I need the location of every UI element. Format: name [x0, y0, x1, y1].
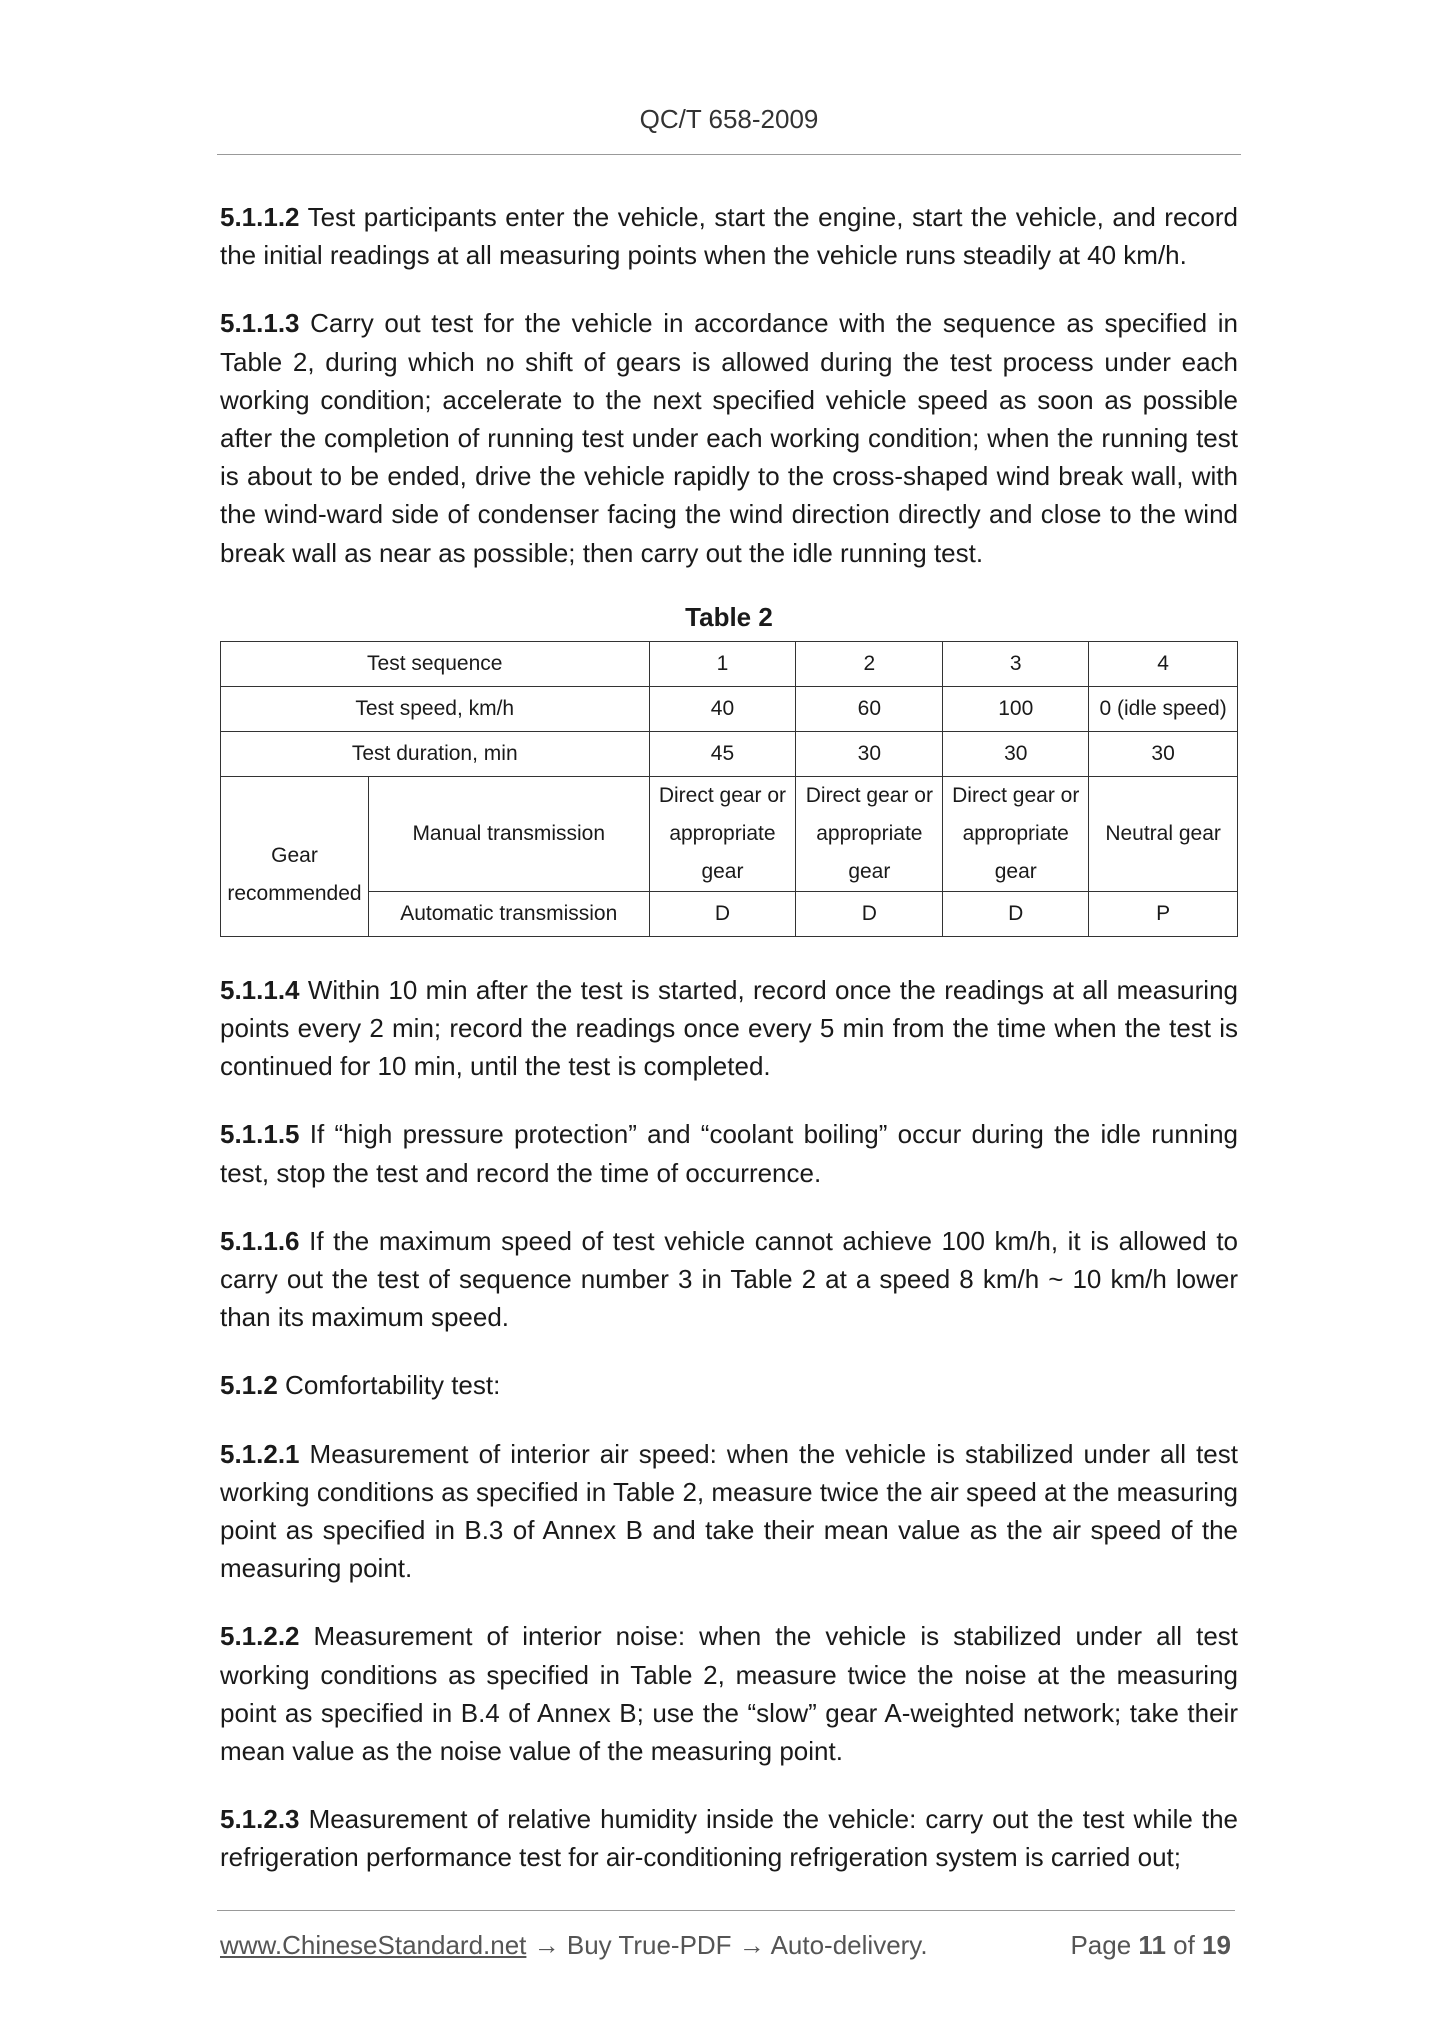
clause-5-1-1-4	[220, 971, 1238, 1086]
table-cell: 45	[649, 731, 796, 776]
clause-5-1-1-5	[220, 1115, 1238, 1191]
header-divider	[217, 154, 1241, 155]
cell-line: Direct gear or	[658, 783, 787, 807]
table-cell: D	[649, 891, 796, 936]
clause-text: Measurement of relative humidity inside the vehicle: carry out the test while the refrigeration performance test for air-conditioning refrigeration system is carried out;	[220, 1804, 1238, 1873]
row-header-test-duration: Test duration, min	[221, 731, 650, 776]
table-cell: D	[796, 891, 943, 936]
table-cell: 2	[796, 641, 943, 686]
site-link[interactable]: www.ChineseStandard.net	[220, 1930, 527, 1960]
gear-label-line1: Gear	[271, 844, 318, 868]
clause-text: Measurement of interior air speed: when the vehicle is stabilized under all test working conditions as specified in Table 2, measure twice the air speed at the measuring point as specified in B.3 of Annex B and take their mean value as the air speed of the measuring point.	[220, 1438, 1238, 1584]
total-pages-number: 19	[1202, 1930, 1231, 1960]
footer-tagline: → Buy True-PDF → Auto-delivery.	[526, 1930, 928, 1960]
cell-line: gear	[994, 859, 1037, 883]
footer-divider	[217, 1910, 1235, 1911]
cell-line: appropriate	[962, 821, 1069, 845]
table-cell: 40	[649, 686, 796, 731]
cell-line: appropriate	[669, 821, 776, 845]
table-cell: 3	[943, 641, 1089, 686]
page-of-word: of	[1173, 1930, 1195, 1960]
clause-5-1-2-1	[220, 1435, 1238, 1588]
table-cell	[649, 776, 796, 891]
clause-text: If the maximum speed of test vehicle cannot achieve 100 km/h, it is allowed to carry out the test of sequence number 3 in Table 2 at a speed 8 km/h ~ 10 km/h lower than its maximum speed.	[220, 1225, 1238, 1333]
clause-number: 5.1.2.1	[220, 1438, 300, 1469]
gear-label-line2: recommended	[227, 882, 362, 906]
table-caption: Table 2	[685, 601, 773, 632]
clause-number: 5.1.1.5	[220, 1119, 300, 1150]
test-sequence-table	[220, 641, 1238, 937]
clause-text: Test participants enter the vehicle, start the engine, start the vehicle, and record the initial readings at all measuring points when the vehicle runs steadily at 40 km/h.	[220, 202, 1238, 271]
row-header-test-speed: Test speed, km/h	[221, 686, 650, 731]
cell-line: Direct gear or	[952, 783, 1080, 807]
clause-5-1-1-3	[220, 304, 1238, 571]
clause-text: Carry out test for the vehicle in accordance with the sequence as specified in Table 2, during which no shift of gears is allowed during the test process under each working condition; accelerate to the next specified vehicle speed as soon as possible after the completion of running test under each working condition; when the running test is about to be ended, drive the vehicle rapidly to the cross-shaped wind break wall, with the wind-ward side of condenser facing the wind direction directly and close to the wind break wall as near as possible; then carry out the idle running test.	[220, 308, 1238, 568]
clause-number: 5.1.2.2	[220, 1621, 300, 1652]
table-cell: 30	[1089, 731, 1238, 776]
row-header-automatic-transmission: Automatic transmission	[368, 891, 649, 936]
page-footer	[220, 1930, 1235, 1961]
row-header-gear-recommended	[221, 776, 369, 936]
clause-5-1-2-3	[220, 1800, 1238, 1876]
clause-number: 5.1.1.4	[220, 974, 300, 1005]
table-cell: D	[943, 891, 1089, 936]
clause-text: Comfortability test:	[277, 1370, 501, 1401]
cell-line: appropriate	[816, 821, 923, 845]
current-page-number: 11	[1138, 1930, 1166, 1960]
row-header-manual-transmission: Manual transmission	[368, 776, 649, 891]
table-cell: 60	[796, 686, 943, 731]
table-cell	[943, 776, 1089, 891]
clause-text: Within 10 min after the test is started, record once the readings at all measuring points every 2 min; record the readings once every 5 min from the time when the test is continued for 10 min, until the test is completed.	[220, 974, 1238, 1082]
cell-line: gear	[701, 859, 744, 883]
table-row	[221, 686, 1238, 731]
clause-number: 5.1.1.2	[220, 202, 300, 232]
table-row	[221, 641, 1238, 686]
page-word: Page	[1070, 1930, 1132, 1960]
cell-line: gear	[848, 859, 891, 883]
clause-text: Measurement of interior noise: when the vehicle is stabilized under all test working conditions as specified in Table 2, measure twice the noise at the measuring point as specified in B.4 of Annex B; use the “slow” gear A-weighted network; take their mean value as the noise value of the measuring point.	[220, 1621, 1238, 1767]
document-body	[220, 198, 1238, 1907]
table-cell: P	[1089, 891, 1238, 936]
clause-number: 5.1.1.3	[220, 308, 300, 339]
clause-5-1-2	[220, 1366, 1238, 1404]
clause-number: 5.1.2	[220, 1370, 278, 1401]
table-row	[221, 731, 1238, 776]
clause-number: 5.1.1.6	[220, 1225, 300, 1256]
clause-5-1-1-6	[220, 1222, 1238, 1337]
row-header-test-sequence: Test sequence	[221, 641, 650, 686]
table-cell: 30	[943, 731, 1089, 776]
cell-line: Direct gear or	[805, 783, 933, 807]
clause-5-1-2-2	[220, 1617, 1238, 1770]
table-cell: 30	[796, 731, 943, 776]
clause-number: 5.1.2.3	[220, 1804, 300, 1835]
page-indicator	[1070, 1930, 1231, 1961]
clause-text: If “high pressure protection” and “coolant boiling” occur during the idle running test, stop the test and record the time of occurrence.	[220, 1119, 1238, 1188]
table-cell	[796, 776, 943, 891]
table-cell: 4	[1089, 641, 1238, 686]
table-row	[221, 776, 1238, 891]
page-header: QC/T 658-2009	[639, 104, 819, 134]
table-cell: 100	[943, 686, 1089, 731]
table-cell: 1	[649, 641, 796, 686]
table-cell: 0 (idle speed)	[1089, 686, 1238, 731]
table-cell: Neutral gear	[1089, 776, 1238, 891]
table-row	[221, 891, 1238, 936]
clause-5-1-1-2	[220, 198, 1238, 274]
